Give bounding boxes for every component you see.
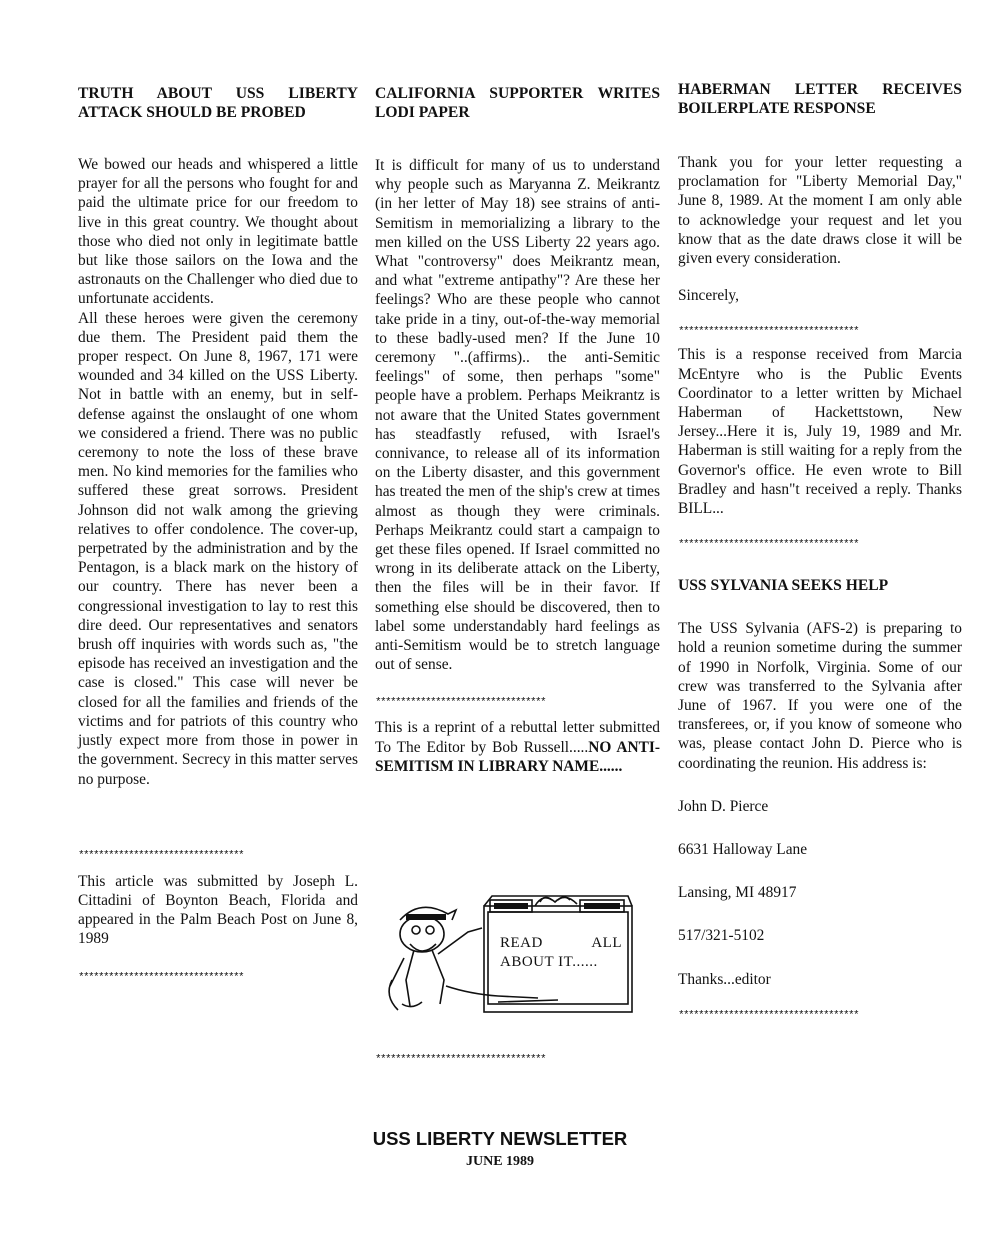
cartoon-sign-word-read: READ xyxy=(500,935,543,951)
star-divider: ********************************* xyxy=(78,971,244,984)
article-headline-haberman xyxy=(678,80,962,118)
star-divider: ********************************** xyxy=(375,1054,546,1066)
cartoon-sign-line-2: ABOUT IT...... xyxy=(500,954,598,970)
editor-thanks: Thanks...editor xyxy=(678,970,771,988)
cartoon-sign-line-1 xyxy=(500,934,622,953)
contact-name: John D. Pierce xyxy=(678,797,769,815)
contact-phone: 517/321-5102 xyxy=(678,927,765,945)
star-divider: ************************************ xyxy=(678,539,859,552)
article-column-3 xyxy=(678,80,962,1023)
headline-line-2: BOILERPLATE RESPONSE xyxy=(678,100,876,117)
sign-off: Sincerely, xyxy=(678,287,739,305)
article-paragraph: It is difficult for many of us to understand why people such as Maryanna Z. Meikrantz (in her letter of May 18) see strains of anti-Semitism in memorializing a library to the men killed on the USS Liberty 22 years ago. What "controversy" does Meikrantz mean, and what "extreme antipathy"? Are these her feelings? Who are these people who cannot take pride in a tiny, out-of-the-way memorial to these badly-used men? If the June 10 ceremony "..(affirms).. the anti-Semitic feelings" of some, then perhaps "some" people have a problem. Perhaps Meikrantz is not aware that the United States government has steadfastly refused, with Israel's connivance, to release all of its information on the Liberty disaster, and this government has treated the men of the ship's crew at times almost as though they were criminals. Perhaps Meikrantz could start a campaign to get these files opened. If Israel committed no wrong in its deliberate attack on the Liberty, then the files will be in their favor. If something else should be discovered, then to label some understandably hard feelings as anti-Semitism would be to stretch language out of sense. xyxy=(375,157,660,674)
article-column-1 xyxy=(78,84,358,985)
cartoon-sign-text xyxy=(500,934,622,972)
contact-city: Lansing, MI 48917 xyxy=(678,884,797,902)
article-headline-sylvania: USS SYLVANIA SEEKS HELP xyxy=(678,577,889,595)
star-divider: ************************************ xyxy=(678,1009,859,1022)
headline-line-2: LODI PAPER xyxy=(375,104,470,121)
headline-line-1: HABERMAN LETTER RECEIVES xyxy=(678,81,962,98)
star-divider: ********************************** xyxy=(375,697,546,710)
newsletter-date: JUNE 1989 xyxy=(465,1154,535,1169)
submission-note: This article was submitted by Joseph L. Cittadini of Boynton Beach, Florida and appeared in the Palm Beach Post on June 8, 1989 xyxy=(78,872,358,948)
article-headline-california xyxy=(375,84,660,122)
reprint-note-text: This is a reprint of a rebuttal letter submitted To The Editor by Bob Russell..... xyxy=(375,719,660,756)
headline-line-2: ATTACK SHOULD BE PROBED xyxy=(78,104,306,121)
article-headline-truth xyxy=(78,84,358,122)
star-divider: ************************************ xyxy=(678,326,859,339)
article-paragraph: We bowed our heads and whispered a little prayer for all the persons who fought for and paid the ultimate price for our freedom to live in this great country. We thought about those who died not only in legitimate battle but like those sailors on the Iowa and the astronauts on the Challenger who died due to unfortunate accidents. xyxy=(78,156,358,308)
article-column-2 xyxy=(375,84,660,776)
newsletter-title: USS LIBERTY NEWSLETTER xyxy=(372,1128,628,1149)
cartoon-sign-word-all: ALL xyxy=(591,935,622,951)
article-paragraph: The USS Sylvania (AFS-2) is preparing to hold a reunion sometime during the summer of 1990 in Norfolk, Virginia. Some of our crew was transferred to the Sylvania after June of 1967. If you were one of the transferees, or, if you know of someone who was, please contact John D. Pierce who is coordinating the reunion. His address is: xyxy=(678,620,962,772)
headline-line-1: CALIFORNIA SUPPORTER WRITES xyxy=(375,85,660,102)
article-paragraph: This is a response received from Marcia McEntyre who is the Public Events Coordinator to a letter written by Michael Haberman of Hackettstown, New Jersey...Here it is, July 19, 1989 and Mr. Haberman is still waiting for a reply from the Governor's office. He even wrote to Bill Bradley and hasn"t received a reply. Thanks BILL... xyxy=(678,346,962,518)
contact-street: 6631 Halloway Lane xyxy=(678,841,808,859)
reprint-note-title: NO ANTI-SEMITISM IN LIBRARY NAME...... xyxy=(375,738,660,775)
reprint-note xyxy=(375,718,660,776)
article-paragraph: All these heroes were given the ceremony due them. The President paid them the proper respect. On June 8, 1967, 171 were wounded and 34 killed on the USS Liberty. Not in battle with an enemy, but in self-defense against the onslaught of one whom we considered a friend. There was no public ceremony to note the loss of these brave men. No kind memories for the families who suffered these great sorrows. President Johnson did not walk among the grieving relatives to offer condolence. The cover-up, perpetrated by the administration and by the Pentagon, is a black mark on the history of our country. There has never been a congressional investigation to lay to rest this dire deed. Our representatives and senators brush off inquiries with words such as, "the episode has received an investigation and the case is closed." This case will never be closed for all the families and friends of the victims and for patriots of this country who justly expect more from those in power in the government. Secrecy in this matter serves no purpose. xyxy=(78,309,358,788)
headline-line-1: TRUTH ABOUT USS LIBERTY xyxy=(78,85,358,102)
article-paragraph: Thank you for your letter requesting a proclamation for "Liberty Memorial Day," June 8, 1989. At the moment I am only able to acknowledge your request and let you know that as the date draws close it will be given every consideration. xyxy=(678,154,962,268)
star-divider: ********************************* xyxy=(78,849,244,862)
